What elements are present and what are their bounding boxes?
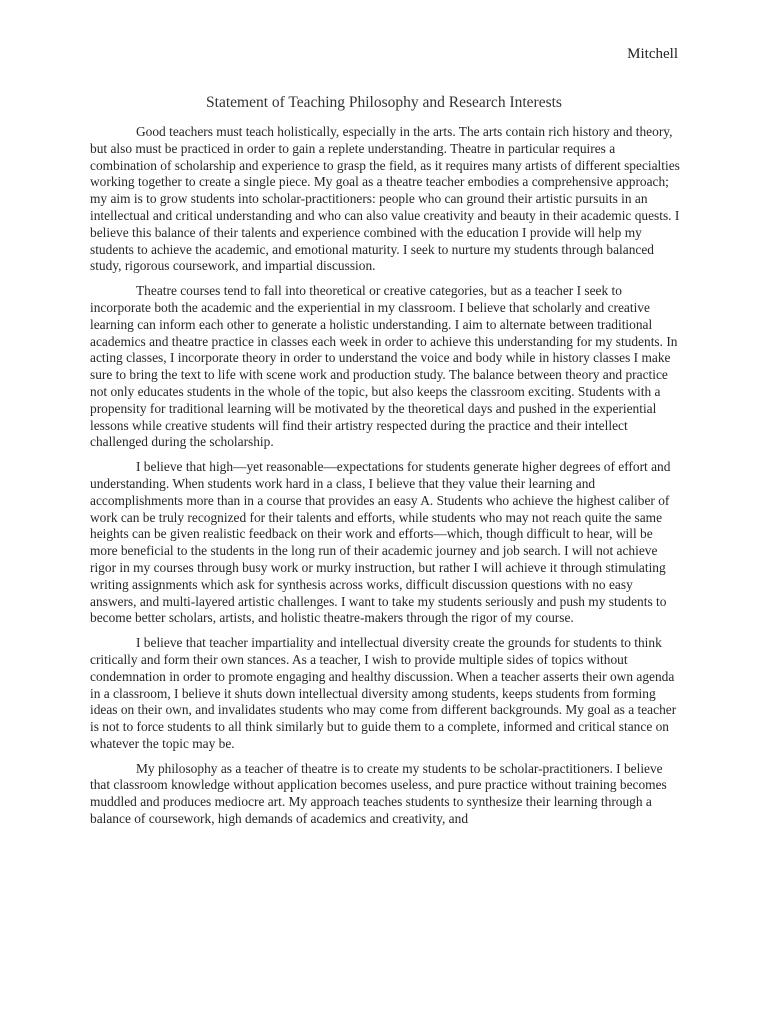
paragraph: I believe that high—yet reasonable—expectations for students generate higher degrees of effort and understanding. When students work hard in a class, I believe that they value their learning and accomplishments more than in a course that provides an easy A. Students who achieve the highest caliber of work can be truly recognized for their talents and efforts, while students who may not reach quite the same heights can be given realistic feedback on their work and efforts—which, though difficult to hear, will be more beneficial to the students in the long run of their academic journey and job search. I will not achieve rigor in my courses through busy work or murky instruction, but rather I will achieve it through stimulating writing assignments which ask for synthesis across works, difficult discussion questions with no easy answers, and multi-layered artistic challenges. I want to take my students seriously and push my students to become better scholars, artists, and holistic theatre-makers through the rigor of my course. <box>90 459 671 626</box>
paragraph: Theatre courses tend to fall into theoretical or creative categories, but as a teacher I seek to incorporate both the academic and the experiential in my classroom. I believe that scholarly and creative learning can inform each other to generate a holistic understanding. I aim to alternate between traditional academics and theatre practice in classes each week in order to achieve this understanding for my students. In acting classes, I incorporate theory in order to understand the voice and body while in history classes I make sure to bring the text to life with scene work and production study. The balance between theory and practice not only educates students in the whole of the topic, but also keeps the classroom exciting. Students with a propensity for traditional learning will be motivated by the theoretical days and pushed in the experiential lessons while creative students will find their artistry respected during the practice and their intellect challenged during the scholarship. <box>90 283 678 450</box>
paragraph: My philosophy as a teacher of theatre is to create my students to be scholar-practitioners. I believe that classroom knowledge without application becomes useless, and pure practice without training becomes muddled and produces mediocre art. My approach teaches students to synthesize their learning through a balance of coursework, high demands of academics and creativity, and <box>90 760 667 827</box>
running-header-author: Mitchell <box>627 46 678 62</box>
paragraph: Good teachers must teach holistically, especially in the arts. The arts contain rich history and theory, but also must be practiced in order to gain a replete understanding. Theatre in particular requires a combination of scholarship and experience to grasp the field, as it requires many artists of different specialties working together to create a single piece. My goal as a theatre teacher embodies a comprehensive approach; my aim is to grow students into scholar-practitioners: people who can ground their artistic pursuits in an intellectual and critical understanding and who can also value creativity and beauty in their academic quests. I believe this balance of their talents and experience combined with the education I provide will help my students to achieve the academic, and emotional maturity. I seek to nurture my students through balanced study, rigorous coursework, and impartial discussion. <box>90 124 680 274</box>
document-title: Statement of Teaching Philosophy and Research Interests <box>206 94 562 111</box>
document-body <box>90 124 680 836</box>
paragraph: I believe that teacher impartiality and intellectual diversity create the grounds for students to think critically and form their own stances. As a teacher, I wish to provide multiple sides of topics without condemnation in order to promote engaging and healthy discussion. When a teacher asserts their own agenda in a classroom, I believe it shuts down intellectual diversity among students, keeps students from forming ideas on their own, and invalidates students who may come from different backgrounds. My goal as a teacher is not to force students to all think similarly but to guide them to a complete, informed and critical stance on whatever the topic may be. <box>90 635 677 751</box>
